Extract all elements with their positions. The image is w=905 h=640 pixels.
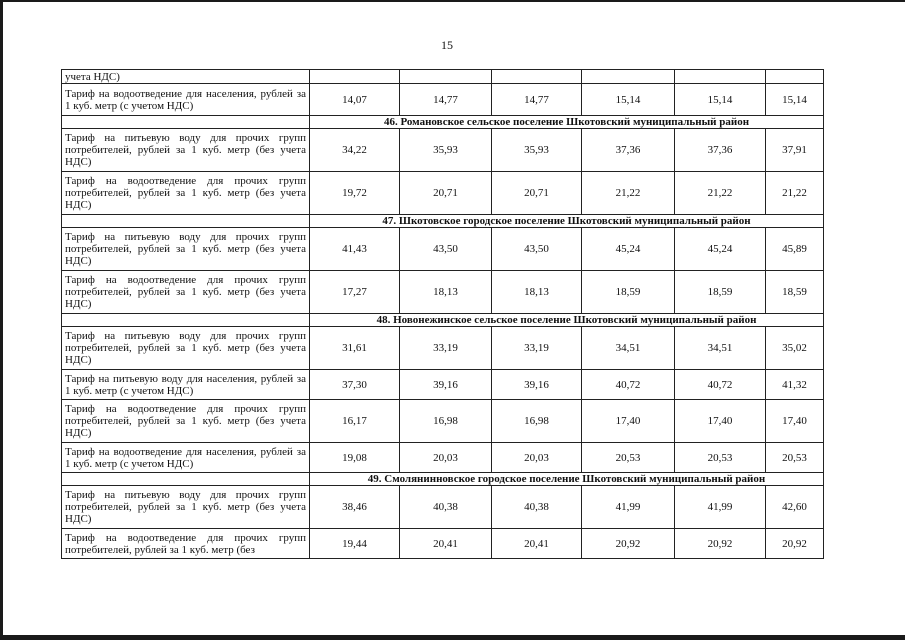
table-row [62, 70, 824, 84]
value-cell: 20,41 [400, 529, 492, 559]
value-cell: 18,59 [582, 271, 675, 314]
table-row [62, 172, 824, 215]
row-label: учета НДС) [62, 70, 310, 84]
table-row [62, 486, 824, 529]
table-row [62, 400, 824, 443]
value-cell: 21,22 [766, 172, 824, 215]
value-cell: 16,98 [492, 400, 582, 443]
value-cell: 34,51 [582, 327, 675, 370]
section-blank-cell [62, 314, 310, 327]
value-cell: 43,50 [400, 228, 492, 271]
value-cell: 14,77 [492, 84, 582, 116]
table-row [62, 271, 824, 314]
value-cell: 21,22 [582, 172, 675, 215]
value-cell [675, 70, 766, 84]
value-cell: 16,17 [310, 400, 400, 443]
value-cell: 37,36 [582, 129, 675, 172]
value-cell: 18,13 [492, 271, 582, 314]
row-label: Тариф на питьевую воду для прочих групп потребителей, рублей за 1 куб. метр (без учета НДС) [62, 129, 310, 172]
value-cell: 20,53 [675, 443, 766, 473]
value-cell: 15,14 [766, 84, 824, 116]
value-cell: 40,72 [582, 370, 675, 400]
value-cell [766, 70, 824, 84]
value-cell: 41,99 [675, 486, 766, 529]
value-cell: 34,51 [675, 327, 766, 370]
value-cell: 17,40 [766, 400, 824, 443]
value-cell: 34,22 [310, 129, 400, 172]
row-label: Тариф на питьевую воду для прочих групп потребителей, рублей за 1 куб. метр (без учета НДС) [62, 327, 310, 370]
value-cell: 18,13 [400, 271, 492, 314]
value-cell: 35,93 [492, 129, 582, 172]
value-cell [310, 70, 400, 84]
row-label: Тариф на водоотведение для населения, рублей за 1 куб. метр (с учетом НДС) [62, 443, 310, 473]
value-cell: 40,72 [675, 370, 766, 400]
section-heading: 48. Новонежинское сельское поселение Шкотовский муниципальный район [310, 314, 824, 327]
scan-border-top [0, 0, 905, 2]
value-cell: 18,59 [675, 271, 766, 314]
value-cell: 40,38 [492, 486, 582, 529]
value-cell: 20,03 [492, 443, 582, 473]
row-label: Тариф на питьевую воду для прочих групп потребителей, рублей за 1 куб. метр (без учета НДС) [62, 486, 310, 529]
table-row [62, 370, 824, 400]
value-cell [582, 70, 675, 84]
value-cell: 20,71 [492, 172, 582, 215]
value-cell: 15,14 [582, 84, 675, 116]
table-row [62, 529, 824, 559]
value-cell: 20,71 [400, 172, 492, 215]
value-cell: 16,98 [400, 400, 492, 443]
value-cell: 19,72 [310, 172, 400, 215]
value-cell: 20,92 [582, 529, 675, 559]
value-cell: 18,59 [766, 271, 824, 314]
value-cell: 41,99 [582, 486, 675, 529]
section-blank-cell [62, 116, 310, 129]
value-cell: 17,40 [582, 400, 675, 443]
section-heading: 46. Романовское сельское поселение Шкотовский муниципальный район [310, 116, 824, 129]
table-row [62, 443, 824, 473]
section-heading-row [62, 215, 824, 228]
value-cell: 45,89 [766, 228, 824, 271]
value-cell: 35,02 [766, 327, 824, 370]
value-cell: 39,16 [400, 370, 492, 400]
value-cell: 40,38 [400, 486, 492, 529]
row-label: Тариф на водоотведение для прочих групп потребителей, рублей за 1 куб. метр (без учета НДС) [62, 172, 310, 215]
table-row [62, 129, 824, 172]
table-row [62, 84, 824, 116]
tariff-table [61, 69, 824, 559]
value-cell: 21,22 [675, 172, 766, 215]
row-label: Тариф на питьевую воду для прочих групп потребителей, рублей за 1 куб. метр (без учета НДС) [62, 228, 310, 271]
value-cell: 35,93 [400, 129, 492, 172]
section-heading: 47. Шкотовское городское поселение Шкотовский муниципальный район [310, 215, 824, 228]
value-cell: 20,03 [400, 443, 492, 473]
value-cell: 45,24 [582, 228, 675, 271]
table-row [62, 327, 824, 370]
value-cell: 15,14 [675, 84, 766, 116]
value-cell: 31,61 [310, 327, 400, 370]
row-label: Тариф на питьевую воду для населения, рублей за 1 куб. метр (с учетом НДС) [62, 370, 310, 400]
value-cell: 41,32 [766, 370, 824, 400]
value-cell [492, 70, 582, 84]
row-label: Тариф на водоотведение для прочих групп потребителей, рублей за 1 куб. метр (без учета НДС) [62, 271, 310, 314]
value-cell: 17,40 [675, 400, 766, 443]
value-cell: 14,07 [310, 84, 400, 116]
value-cell: 37,91 [766, 129, 824, 172]
value-cell: 43,50 [492, 228, 582, 271]
page-number: 15 [441, 38, 453, 52]
value-cell: 19,08 [310, 443, 400, 473]
value-cell: 42,60 [766, 486, 824, 529]
value-cell: 41,43 [310, 228, 400, 271]
value-cell: 20,92 [675, 529, 766, 559]
value-cell: 33,19 [492, 327, 582, 370]
section-blank-cell [62, 473, 310, 486]
table-row [62, 228, 824, 271]
value-cell: 19,44 [310, 529, 400, 559]
value-cell: 33,19 [400, 327, 492, 370]
value-cell: 20,53 [766, 443, 824, 473]
value-cell: 17,27 [310, 271, 400, 314]
value-cell: 39,16 [492, 370, 582, 400]
row-label: Тариф на водоотведение для населения, рублей за 1 куб. метр (с учетом НДС) [62, 84, 310, 116]
value-cell: 45,24 [675, 228, 766, 271]
section-heading-row [62, 116, 824, 129]
scan-border-bottom [0, 635, 905, 640]
row-label: Тариф на водоотведение для прочих групп потребителей, рублей за 1 куб. метр (без [62, 529, 310, 559]
value-cell: 38,46 [310, 486, 400, 529]
section-heading-row [62, 473, 824, 486]
row-label: Тариф на водоотведение для прочих групп потребителей, рублей за 1 куб. метр (без учета НДС) [62, 400, 310, 443]
value-cell [400, 70, 492, 84]
value-cell: 37,36 [675, 129, 766, 172]
scan-border-left [0, 0, 3, 640]
section-heading-row [62, 314, 824, 327]
section-heading: 49. Смолянинновское городское поселение Шкотовский муниципальный район [310, 473, 824, 486]
value-cell: 20,53 [582, 443, 675, 473]
section-blank-cell [62, 215, 310, 228]
value-cell: 14,77 [400, 84, 492, 116]
value-cell: 20,92 [766, 529, 824, 559]
value-cell: 37,30 [310, 370, 400, 400]
value-cell: 20,41 [492, 529, 582, 559]
